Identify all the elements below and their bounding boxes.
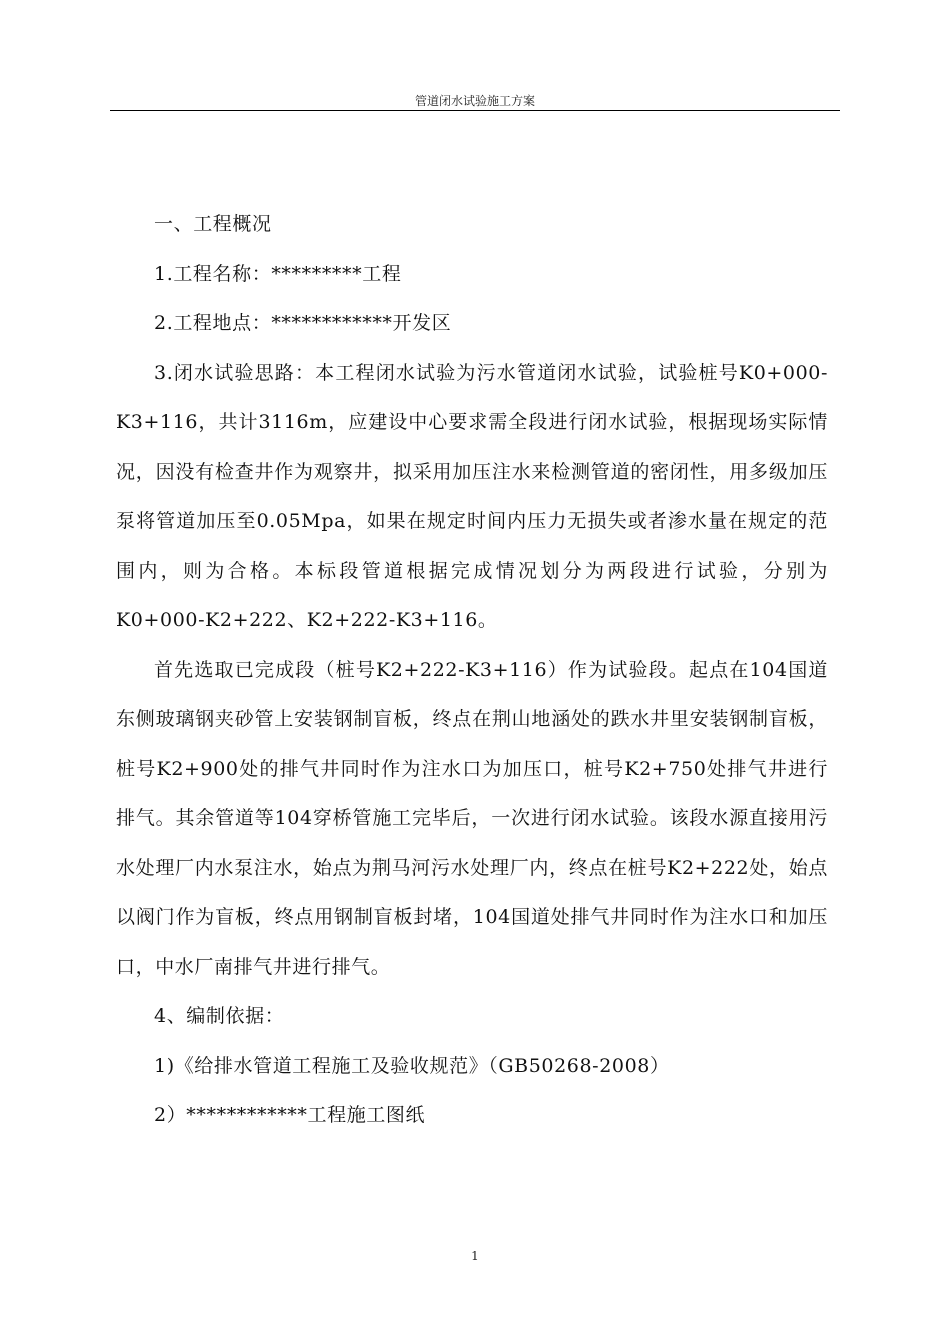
project-name-item: 1.工程名称：*********工程 <box>154 262 402 285</box>
running-header: 管道闭水试验施工方案 <box>414 94 535 108</box>
basis-item-drawings: 2）************工程施工图纸 <box>154 1104 426 1126</box>
test-approach-paragraph: 3.闭水试验思路：本工程闭水试验为污水管道闭水试验，试验桩号K0+000-K3+116，共计3116m，应建设中心要求需全段进行闭水试验，根据现场实际情况，因没有检查井作为观察井，拟采用加压注水来检测管道的密闭性，用多级加压泵将管道加压至0.05Mpa，如果在规定时间内压力无损失或者渗水量在规定的范围内，则为合格。本标段管道根据完成情况划分为两段进行试验，分别为K0+000-K2+222、K2+222-K3+116。 <box>116 361 828 631</box>
section-heading: 一、工程概况 <box>154 213 272 235</box>
test-section-paragraph: 首先选取已完成段（桩号K2+222-K3+116）作为试验段。起点在104国道东侧玻璃钢夹砂管上安装钢制盲板，终点在荆山地涵处的跌水井里安装钢制盲板，桩号K2+900处的排气井同时作为注水口为加压口，桩号K2+750处排气井进行排气。其余管道等104穿桥管施工完毕后，一次进行闭水试验。该段水源直接用污水处理厂内水泵注水，始点为荆马河污水处理厂内，终点在桩号K2+222处，始点以阀门作为盲板，终点用钢制盲板封堵，104国道处排气井同时作为注水口和加压口，中水厂南排气井进行排气。 <box>116 658 828 978</box>
page-number: 1 <box>471 1249 479 1263</box>
basis-item-standard: 1)《给排水管道工程施工及验收规范》（GB50268-2008） <box>154 1054 670 1077</box>
document-body <box>116 200 828 1141</box>
header-rule <box>110 110 840 111</box>
basis-heading: 4、编制依据： <box>154 1005 285 1027</box>
project-location-item: 2.工程地点：************开发区 <box>154 312 452 334</box>
